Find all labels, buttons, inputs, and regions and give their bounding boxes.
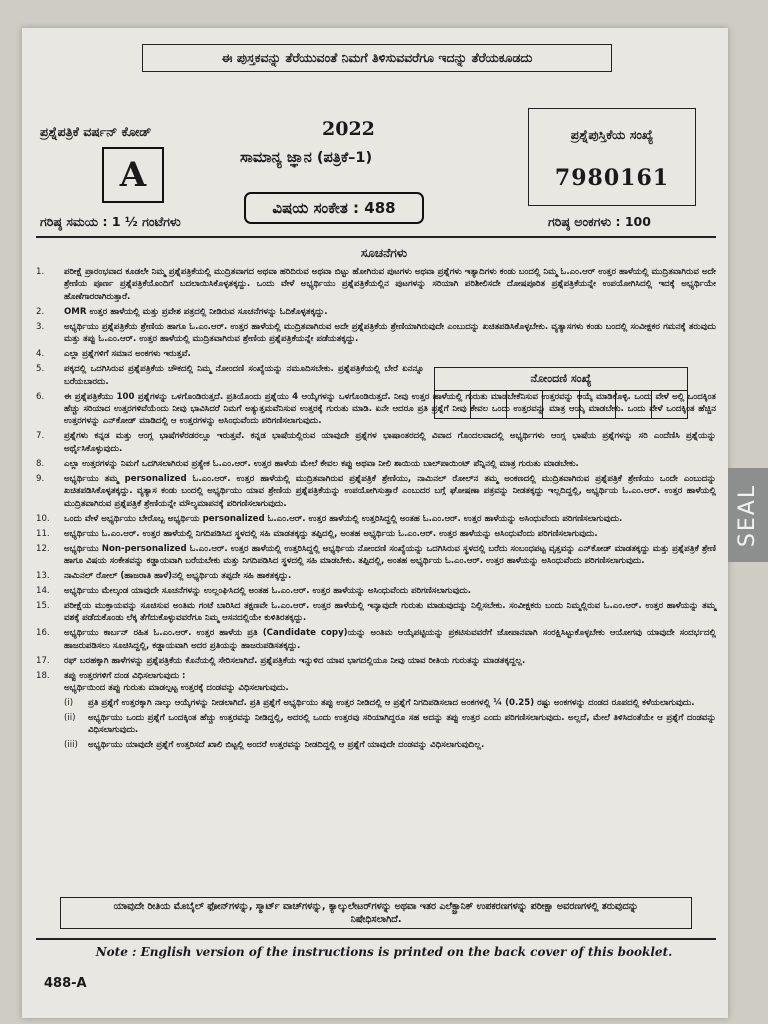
booklet-number-label: ಪ್ರಶ್ನೆಪುಸ್ತಿಕೆಯ ಸಂಖ್ಯೆ bbox=[570, 127, 654, 142]
header-divider bbox=[36, 236, 716, 238]
instruction-item bbox=[36, 513, 716, 525]
instruction-item bbox=[36, 430, 716, 455]
penalty-item bbox=[64, 697, 716, 709]
instruction-item bbox=[36, 528, 716, 540]
instruction-item bbox=[36, 570, 716, 582]
seal-tab[interactable] bbox=[728, 468, 768, 562]
instruction-text: ಅಭ್ಯರ್ಥಿಯು ತಮ್ಮ personalized ಓ.ಎಂ.ಆರ್. ಉತ್ತರ ಹಾಳೆಯಲ್ಲಿ ಮುದ್ರಿತವಾಗಿರುವ ಪ್ರಶ್ನೆಪತ್ರಿಕೆ ಶ್ರೇಣಿಯು, ನಾಮಿನಲ್ ರೋಲ್‌ನ ತಮ್ಮ ಅಂಕಣದಲ್ಲಿ ಮುದ್ರಿತವಾಗಿರುವ ಪ್ರಶ್ನೆಪತ್ರಿಕೆ ಶ್ರೇಣಿಯು ಒಂದೇ ಎಂಬುದನ್ನು ಖಚಿತಪಡಿಸಿಕೊಳ್ಳತಕ್ಕದ್ದು. ವ್ಯತ್ಯಾಸ ಕಂಡು ಬಂದಲ್ಲಿ ಅಭ್ಯರ್ಥಿಯು ಯಾವ ಶ್ರೇಣಿಯ ಪ್ರಶ್ನೆಪತ್ರಿಕೆಯನ್ನು ಉಪಯೋಗಿಸುತ್ತಾರೆ ಎಂಬುದರ ಬಗ್ಗೆ ಘೋಷಣಾ ಪತ್ರವನ್ನು ನೀಡತಕ್ಕದ್ದು ಇಲ್ಲದಿದ್ದಲ್ಲಿ, ಅಭ್ಯರ್ಥಿಯ ಓ.ಎಂ.ಆರ್. ಉತ್ತರ ಹಾಳೆಯಲ್ಲಿ ಮುದ್ರಿತವಾಗಿರುವ ಪ್ರಶ್ನೆಪತ್ರಿಕೆ ಶ್ರೇಣಿಯನ್ನೇ ಮೌಲ್ಯಮಾಪನಕ್ಕೆ ಪರಿಗಣಿಸಲಾಗುವುದು. bbox=[64, 473, 716, 509]
instructions-title: ಸೂಚನೆಗಳು bbox=[360, 246, 408, 260]
instruction-number: 10. bbox=[36, 513, 50, 524]
instruction-item bbox=[36, 266, 716, 303]
penalty-item bbox=[64, 712, 716, 737]
instruction-item bbox=[36, 321, 716, 346]
version-code-label: ಪ್ರಶ್ನೆಪತ್ರಿಕೆ ವರ್ಷನ್ ಕೋಡ್ bbox=[40, 124, 152, 139]
instruction-item bbox=[36, 585, 716, 597]
instruction-number: 12. bbox=[36, 543, 50, 554]
instruction-text: ರಫ್ ಬರಹಕ್ಕಾಗಿ ಹಾಳೆಗಳನ್ನು ಪ್ರಶ್ನೆಪತ್ರಿಕೆಯ ಕೊನೆಯಲ್ಲಿ ಸೇರಿಸಲಾಗಿದೆ. ಪ್ರಶ್ನೆಪತ್ರಿಕೆಯ ಇನ್ನುಳಿದ ಯಾವ ಭಾಗದಲ್ಲಿಯೂ ನೀವು ಯಾವ ರೀತಿಯ ಗುರುತನ್ನು ಮಾಡತಕ್ಕದ್ದಲ್ಲ. bbox=[64, 655, 526, 666]
instruction-number: 2. bbox=[36, 306, 45, 317]
penalty-number: (iii) bbox=[64, 739, 78, 750]
instruction-item bbox=[36, 348, 716, 360]
instruction-number: 1. bbox=[36, 267, 45, 277]
penalty-text: ಅಭ್ಯರ್ಥಿಯು ಯಾವುದೇ ಪ್ರಶ್ನೆಗೆ ಉತ್ತರಿಸದೆ ಖಾಲಿ ಬಿಟ್ಟಲ್ಲಿ ಅಂದರೆ ಉತ್ತರವನ್ನು ನೀಡದಿದ್ದಲ್ಲಿ ಆ ಪ್ರಶ್ನೆಗೆ ಯಾವುದೇ ದಂಡವನ್ನು ವಿಧಿಸಲಾಗುವುದಿಲ್ಲ. bbox=[88, 739, 485, 750]
seal-tab-label: SEAL bbox=[735, 483, 761, 547]
instruction-text: ಅಭ್ಯರ್ಥಿಯು Non-personalized ಓ.ಎಂ.ಆರ್. ಉತ್ತರ ಹಾಳೆಯಲ್ಲಿ ಉತ್ತರಿಸಿದ್ದಲ್ಲಿ ಅಭ್ಯರ್ಥಿಯ ನೋಂದಣಿ ಸಂಖ್ಯೆಯನ್ನು ಒದಗಿಸಿರುವ ಸ್ಥಳದಲ್ಲಿ ಬರೆದು ಸಂಬಂಧಪಟ್ಟ ವೃತ್ತವನ್ನು ಎನ್‌ಕೋಡ್ ಮಾಡತಕ್ಕದ್ದು ಮತ್ತು ಪ್ರಶ್ನೆಪತ್ರಿಕೆ ಶ್ರೇಣಿ ಹಾಗೂ ವಿಷಯ ಸಂಕೇತವನ್ನು ಕಡ್ಡಾಯವಾಗಿ ಬರೆಯಬೇಕು ಮತ್ತು ನಿಗದಿಪಡಿಸಿದ ಸ್ಥಳದಲ್ಲಿ ಸಹಿ ಮಾಡಬೇಕು. ತಪ್ಪಿದಲ್ಲಿ, ಅಂತಹ ಅಭ್ಯರ್ಥಿಯ ಓ.ಎಂ.ಆರ್. ಉತ್ತರ ಹಾಳೆಯನ್ನು ಅಸಿಂಧುವೆಂದು ಪರಿಗಣಿಸಲಾಗುವುದು. bbox=[64, 543, 716, 567]
instruction-number: 15. bbox=[36, 601, 50, 612]
instruction-item bbox=[36, 363, 716, 388]
instruction-item bbox=[36, 543, 716, 568]
instruction-text: ಪರೀಕ್ಷೆ ಪ್ರಾರಂಭವಾದ ಕೂಡಲೇ ನಿಮ್ಮ ಪ್ರಶ್ನೆಪತ್ರಿಕೆಯಲ್ಲಿ ಮುದ್ರಿತವಾಗದ ಅಥವಾ ಹರಿದಿರುವ ಅಥವಾ ಬಿಟ್ಟು ಹೋಗಿರುವ ಪುಟಗಳು ಅಥವಾ ಪ್ರಶ್ನೆಗಳು ಇತ್ಯಾದಿಗಳು ಕಂಡು ಬಂದಲ್ಲಿ ನಿಮ್ಮ ಓ.ಎಂ.ಆರ್ ಉತ್ತರ ಹಾಳೆಯಲ್ಲಿ ಮುದ್ರಿತವಾಗಿರುವ ಅದೇ ಶ್ರೇಣಿಯ ಪೂರ್ಣ ಪ್ರಶ್ನೆಪತ್ರಿಕೆಯೊಂದಿಗೆ ಬದಲಾಯಿಸಿಕೊಳ್ಳತಕ್ಕದ್ದು. ಒಂದು ವೇಳೆ ಅಭ್ಯರ್ಥಿಯು ಪ್ರಶ್ನೆಪತ್ರಿಕೆಯಲ್ಲಿನ ಪುಟಗಳನ್ನು ಸರಿಯಾಗಿ ಪರಿಶೀಲಿಸದೇ ದೋಷಪೂರಿತ ಪ್ರಶ್ನೆಪತ್ರಿಕೆಯನ್ನೇ ಉಪಯೋಗಿಸಿದಲ್ಲಿ ಇದಕ್ಕೆ ಅಭ್ಯರ್ಥಿಯೇ ಹೊಣೆಗಾರರಾಗಿರುತ್ತಾರೆ. bbox=[64, 267, 716, 302]
instruction-number: 17. bbox=[36, 655, 50, 666]
instruction-number: 16. bbox=[36, 628, 50, 639]
exam-year: 2022 bbox=[322, 118, 375, 140]
instruction-text: ನಾಮಿನಲ್ ರೋಲ್ (ಹಾಜರಾತಿ ಹಾಳೆ)ನಲ್ಲಿ ಅಭ್ಯರ್ಥಿಯ ತಪ್ಪದೇ ಸಹಿ ಹಾಕತಕ್ಕದ್ದು. bbox=[64, 571, 292, 582]
instruction-text: ತಪ್ಪು ಉತ್ತರಗಳಿಗೆ ದಂಡ ವಿಧಿಸಲಾಗುವುದು : ಅಭ್ಯರ್ಥಿಯಿಂದ ತಪ್ಪು ಗುರುತು ಮಾಡಲ್ಪಟ್ಟ ಉತ್ತರಕ್ಕೆ ದಂಡವನ್ನು ವಿಧಿಸಲಾಗುವುದು. bbox=[64, 670, 289, 694]
instruction-number: 6. bbox=[36, 391, 45, 402]
max-marks: ಗರಿಷ್ಠ ಅಂಕಗಳು : 100 bbox=[548, 214, 651, 229]
instruction-item bbox=[36, 391, 716, 428]
instruction-number: 13. bbox=[36, 571, 50, 582]
booklet-number: 7980161 bbox=[554, 165, 670, 191]
booklet-number-box bbox=[528, 108, 696, 206]
penalty-number: (ii) bbox=[64, 712, 76, 723]
instruction-item bbox=[36, 670, 716, 695]
instruction-text: ಈ ಪ್ರಶ್ನೆಪತ್ರಿಕೆಯು 100 ಪ್ರಶ್ನೆಗಳನ್ನು ಒಳಗೊಂಡಿರುತ್ತದೆ. ಪ್ರತಿಯೊಂದು ಪ್ರಶ್ನೆಯು 4 ಆಯ್ಕೆಗಳನ್ನು ಒಳಗೊಂಡಿರುತ್ತದೆ. ನೀವು ಉತ್ತರ ಹಾಳೆಯಲ್ಲಿ ಗುರುತು ಮಾಡಬೇಕೆನಿಸುವ ಉತ್ತರವನ್ನು ಆಯ್ಕೆ ಮಾಡಿಕೊಳ್ಳಿ. ಒಂದು ವೇಳೆ ಅಲ್ಲಿ ಒಂದಕ್ಕಿಂತ ಹೆಚ್ಚು ಸರಿಯಾದ ಉತ್ತರಗಳಿವೆಯೆಂದು ನೀವು ಭಾವಿಸಿದರೆ ನಿಮಗೆ ಅತ್ಯುತ್ತಮವೆನಿಸುವ ಉತ್ತರಕ್ಕೆ ಗುರುತು ಮಾಡಿ. ಏನೇ ಆದರೂ ಪ್ರತಿ ಪ್ರಶ್ನೆಗೆ ನೀವು ಕೇವಲ ಒಂದು ಉತ್ತರವನ್ನು ಮಾತ್ರ ಆಯ್ಕೆ ಮಾಡಬೇಕು. ಒಂದು ವೇಳೆ ಒಂದಕ್ಕಿಂತ ಹೆಚ್ಚಿನ ಉತ್ತರಗಳನ್ನು ಎನ್‌ಕೋಡ್ ಮಾಡಿದಲ್ಲಿ ಆ ಉತ್ತರಗಳನ್ನು ಅಸಿಂಧುವೆಂದು ಪರಿಗಣಿಸಲಾಗುವುದು. bbox=[64, 391, 716, 427]
instruction-item bbox=[36, 600, 716, 625]
instruction-number: 11. bbox=[36, 528, 50, 539]
penalty-text: ಅಭ್ಯರ್ಥಿಯು ಒಂದು ಪ್ರಶ್ನೆಗೆ ಒಂದಕ್ಕಿಂತ ಹೆಚ್ಚು ಉತ್ತರವನ್ನು ನೀಡಿದ್ದಲ್ಲಿ, ಅದರಲ್ಲಿ ಒಂದು ಉತ್ತರವು ಸರಿಯಾಗಿದ್ದರೂ ಸಹ ಅದನ್ನು ತಪ್ಪು ಉತ್ತರ ಎಂದು ಪರಿಗಣಿಸಲಾಗುವುದು. ಅಲ್ಲದೆ, ಮೇಲೆ ತಿಳಿಸಿದಂತೆಯೇ ಆ ಪ್ರಶ್ನೆಗೆ ದಂಡವನ್ನು ವಿಧಿಸಲಾಗುವುದು. bbox=[88, 712, 716, 736]
instruction-text: ಎಲ್ಲಾ ಪ್ರಶ್ನೆಗಳಿಗೆ ಸಮಾನ ಅಂಕಗಳು ಇರುತ್ತವೆ. bbox=[64, 349, 191, 360]
instruction-text: OMR ಉತ್ತರ ಹಾಳೆಯಲ್ಲಿ ಮತ್ತು ಪ್ರವೇಶ ಪತ್ರದಲ್ಲಿ ನೀಡಿರುವ ಸೂಚನೆಗಳನ್ನು ಓದಿಕೊಳ್ಳತಕ್ಕದ್ದು. bbox=[64, 306, 328, 317]
instruction-number: 7. bbox=[36, 431, 45, 442]
instruction-number: 3. bbox=[36, 321, 45, 332]
instruction-number: 4. bbox=[36, 349, 45, 360]
instruction-item bbox=[36, 655, 716, 667]
subject-code-box: ವಿಷಯ ಸಂಕೇತ : 488 bbox=[244, 192, 424, 224]
penalty-number: (i) bbox=[64, 698, 74, 709]
electronic-devices-warning: ಯಾವುದೇ ರೀತಿಯ ಮೊಬೈಲ್ ಫೋನ್‌ಗಳನ್ನು, ಸ್ಮಾರ್ಟ್ ವಾಚ್‌ಗಳನ್ನು, ಕ್ಯಾಲ್ಕುಲೇಟರ್‌ಗಳನ್ನು ಅಥವಾ ಇತರ ಎಲೆಕ್ಟ್ರಾನಿಕ್ ಉಪಕರಣಗಳನ್ನು ಪರೀಕ್ಷಾ ಅವರಣಗಳಲ್ಲಿ ತರುವುದನ್ನು ನಿಷೇಧಿಸಲಾಗಿದೆ. bbox=[60, 897, 692, 929]
instruction-text: ಅಭ್ಯರ್ಥಿಯು ಪ್ರಶ್ನೆಪತ್ರಿಕೆಯ ಶ್ರೇಣಿಯ ಹಾಗೂ ಓ.ಎಂ.ಆರ್. ಉತ್ತರ ಹಾಳೆಯಲ್ಲಿ ಮುದ್ರಿತವಾಗಿರುವ ಅದೇ ಪ್ರಶ್ನೆಪತ್ರಿಕೆಯ ಶ್ರೇಣಿಯಾಗಿರುವುದೇ ಎಂಬುದನ್ನು ಖಚಿತಪಡಿಸಿಕೊಳ್ಳಬೇಕು. ವ್ಯತ್ಯಾಸಗಳು ಕಂಡು ಬಂದಲ್ಲಿ ಸಂವೀಕ್ಷಕರ ಗಮನಕ್ಕೆ ತರುವುದು ಮತ್ತು ತಪ್ಪು ಓ.ಎಂ.ಆರ್. ಉತ್ತರ ಹಾಳೆಯಲ್ಲಿ ಮುದ್ರಿತವಾಗಿರುವ ಶ್ರೇಣಿಯ ಪ್ರಶ್ನೆಪತ್ರಿಕೆಯನ್ನೇ ಪಡೆಯತಕ್ಕದ್ದು. bbox=[64, 321, 716, 345]
instruction-number: 8. bbox=[36, 458, 45, 469]
footer-divider bbox=[36, 938, 716, 940]
instruction-number: 9. bbox=[36, 473, 45, 484]
instruction-number: 18. bbox=[36, 670, 50, 681]
english-version-note: Note : English version of the instructions is printed on the back cover of this booklet. bbox=[95, 945, 673, 959]
instruction-text: ಎಲ್ಲಾ ಉತ್ತರಗಳನ್ನು ನಿಮಗೆ ಒದಗಿಸಲಾಗಿರುವ ಪ್ರತ್ಯೇಕ ಓ.ಎಂ.ಆರ್. ಉತ್ತರ ಹಾಳೆಯ ಮೇಲೆ ಕೇವಲ ಕಪ್ಪು ಅಥವಾ ನೀಲಿ ಶಾಯಿಯ ಬಾಲ್‌ಪಾಯಿಂಟ್ ಪೆನ್ನಿನಲ್ಲಿ ಮಾತ್ರ ಗುರುತು ಮಾಡಬೇಕು. bbox=[64, 458, 579, 469]
instructions-list bbox=[36, 266, 716, 753]
paper-title: ಸಾಮಾನ್ಯ ಜ್ಞಾನ (ಪತ್ರಿಕೆ–1) bbox=[240, 150, 373, 166]
instruction-number: 5. bbox=[36, 364, 45, 375]
instruction-text: ಅಭ್ಯರ್ಥಿಯು ಮೇಲ್ಕಂಡ ಯಾವುದೇ ಸೂಚನೆಗಳನ್ನು ಉಲ್ಲಂಘಿಸಿದಲ್ಲಿ ಅಂತಹ ಓ.ಎಂ.ಆರ್. ಉತ್ತರ ಹಾಳೆಯನ್ನು ಅಸಿಂಧುವೆಂದು ಪರಿಗಣಿಸಲಾಗುವುದು. bbox=[64, 586, 471, 597]
penalty-text: ಪ್ರತಿ ಪ್ರಶ್ನೆಗೆ ಉತ್ತರಕ್ಕಾಗಿ ನಾಲ್ಕು ಆಯ್ಕೆಗಳನ್ನು ನೀಡಲಾಗಿದೆ. ಪ್ರತಿ ಪ್ರಶ್ನೆಗೆ ಅಭ್ಯರ್ಥಿಯು ತಪ್ಪು ಉತ್ತರ ನೀಡಿದಲ್ಲಿ ಆ ಪ್ರಶ್ನೆಗೆ ನಿಗದಿಪಡಿಸಲಾದ ಅಂಕಗಳಲ್ಲಿ ¼ (0.25) ರಷ್ಟು ಅಂಕಗಳನ್ನು ದಂಡದ ರೂಪದಲ್ಲಿ ಕಳೆಯಲಾಗುವುದು. bbox=[88, 698, 695, 709]
registration-number-label: ನೋಂದಣಿ ಸಂಖ್ಯೆ bbox=[435, 368, 687, 391]
page-code: 488-A bbox=[44, 976, 87, 991]
max-time: ಗರಿಷ್ಠ ಸಮಯ : 1 ½ ಗಂಟೆಗಳು bbox=[40, 214, 181, 229]
instruction-item bbox=[36, 627, 716, 652]
penalty-item bbox=[64, 739, 716, 751]
instruction-item bbox=[36, 458, 716, 470]
instruction-text: ಪರೀಕ್ಷೆಯ ಮುಕ್ತಾಯವನ್ನು ಸೂಚಿಸುವ ಅಂತಿಮ ಗಂಟೆ ಬಾರಿಸಿದ ತಕ್ಷಣವೇ ಓ.ಎಂ.ಆರ್. ಉತ್ತರ ಹಾಳೆಯಲ್ಲಿ ಇನ್ಯಾವುದೇ ಗುರುತು ಮಾಡುವುದನ್ನು ನಿಲ್ಲಿಸಬೇಕು. ಸಂವೀಕ್ಷಕರು ಬಂದು ನಿಮ್ಮಲ್ಲಿರುವ ಓ.ಎಂ.ಆರ್. ಉತ್ತರ ಹಾಳೆಯನ್ನು ತಮ್ಮ ವಶಕ್ಕೆ ಪಡೆದುಕೊಂಡು ಲೆಕ್ಕ ತೆಗೆದುಕೊಳ್ಳುವವರೆಗೂ ನಿಮ್ಮ ಆಸನದಲ್ಲಿಯೇ ಕುಳಿತಿರತಕ್ಕದ್ದು. bbox=[64, 601, 716, 624]
instruction-text: ಪ್ರಶ್ನೆಗಳು ಕನ್ನಡ ಮತ್ತು ಆಂಗ್ಲ ಭಾಷೆಗಳೆರಡರಲ್ಲೂ ಇರುತ್ತವೆ. ಕನ್ನಡ ಭಾಷೆಯಲ್ಲಿರುವ ಯಾವುದೇ ಪ್ರಶ್ನೆಗಳ ಭಾಷಾಂತರದಲ್ಲಿ ವಿವಾದ ಗೊಂದಲವಾದಲ್ಲಿ ಅಭ್ಯರ್ಥಿಗಳು ಆಂಗ್ಲ ಭಾಷೆಯ ಪ್ರಶ್ನೆಗಳನ್ನು ಸರಿ ಎಂದೆಣಿಸಿ ಪ್ರಶ್ನೆಯನ್ನು ಅರ್ಥೈಸಿಕೊಳ್ಳುವುದು. bbox=[64, 431, 716, 454]
do-not-open-banner: ಈ ಪುಸ್ತಕವನ್ನು ತೆರೆಯುವಂತೆ ನಿಮಗೆ ತಿಳಿಸುವವರೆಗೂ ಇದನ್ನು ತೆರೆಯಕೂಡದು bbox=[142, 44, 612, 72]
instruction-item bbox=[36, 306, 716, 318]
instruction-text: ಅಭ್ಯರ್ಥಿಯು ಕಾರ್ಬನ್ ರಹಿತ ಓ.ಎಂ.ಆರ್. ಉತ್ತರ ಹಾಳೆಯ ಪ್ರತಿ (Candidate copy)ಯನ್ನು ಅಂತಿಮ ಆಯ್ಕೆಪಟ್ಟಿಯನ್ನು ಪ್ರಕಟಿಸುವವರೆಗೆ ಜೋಪಾನವಾಗಿ ಸಂರಕ್ಷಿಸಿಟ್ಟುಕೊಳ್ಳಬೇಕು ಆಯೋಗವು ಯಾವುದೇ ಸಂದರ್ಭದಲ್ಲಿ ಹಾಜರುಪಡಿಸಲು ಸೂಚಿಸಿದ್ದಲ್ಲಿ, ಕಡ್ಡಾಯವಾಗಿ ಅದರ ಪ್ರತಿಯನ್ನು ಹಾಜರುಪಡಿಸತಕ್ಕದ್ದು. bbox=[64, 628, 716, 651]
instruction-number: 14. bbox=[36, 586, 50, 597]
instruction-text: ಪಕ್ಕದಲ್ಲಿ ಒದಗಿಸಿರುವ ಪ್ರಶ್ನೆಪತ್ರಿಕೆಯ ಚೌಕದಲ್ಲಿ ನಿಮ್ಮ ನೋಂದಣಿ ಸಂಖ್ಯೆಯನ್ನು ನಮೂದಿಸಬೇಕು. ಪ್ರಶ್ನೆಪತ್ರಿಕೆಯಲ್ಲಿ ಬೇರೆ ಏನನ್ನೂ ಬರೆಯಬಾರದು. bbox=[64, 364, 424, 387]
instruction-text: ಒಂದು ವೇಳೆ ಅಭ್ಯರ್ಥಿಯು ಬೇರೊಬ್ಬ ಅಭ್ಯರ್ಥಿಯ personalized ಓ.ಎಂ.ಆರ್. ಉತ್ತರ ಹಾಳೆಯಲ್ಲಿ ಉತ್ತರಿಸಿದ್ದಲ್ಲಿ ಅಂತಹ ಓ.ಎಂ.ಆರ್. ಉತ್ತರ ಹಾಳೆಯನ್ನು ಅಸಿಂಧುವೆಂದು ಪರಿಗಣಿಸಲಾಗುವುದು. bbox=[64, 513, 623, 524]
instruction-item bbox=[36, 473, 716, 510]
version-code-box: A bbox=[102, 147, 164, 203]
instruction-text: ಅಭ್ಯರ್ಥಿಯು ಓ.ಎಂ.ಆರ್. ಉತ್ತರ ಹಾಳೆಯಲ್ಲಿ ನಿಗದಿಪಡಿಸಿದ ಸ್ಥಳದಲ್ಲಿ ಸಹಿ ಮಾಡತಕ್ಕದ್ದು ತಪ್ಪಿದಲ್ಲಿ, ಅಂತಹ ಅಭ್ಯರ್ಥಿಯ ಓ.ಎಂ.ಆರ್. ಉತ್ತರ ಹಾಳೆಯನ್ನು ಅಸಿಂಧುವೆಂದು ಪರಿಗಣಿಸಲಾಗುವುದು. bbox=[64, 528, 598, 539]
